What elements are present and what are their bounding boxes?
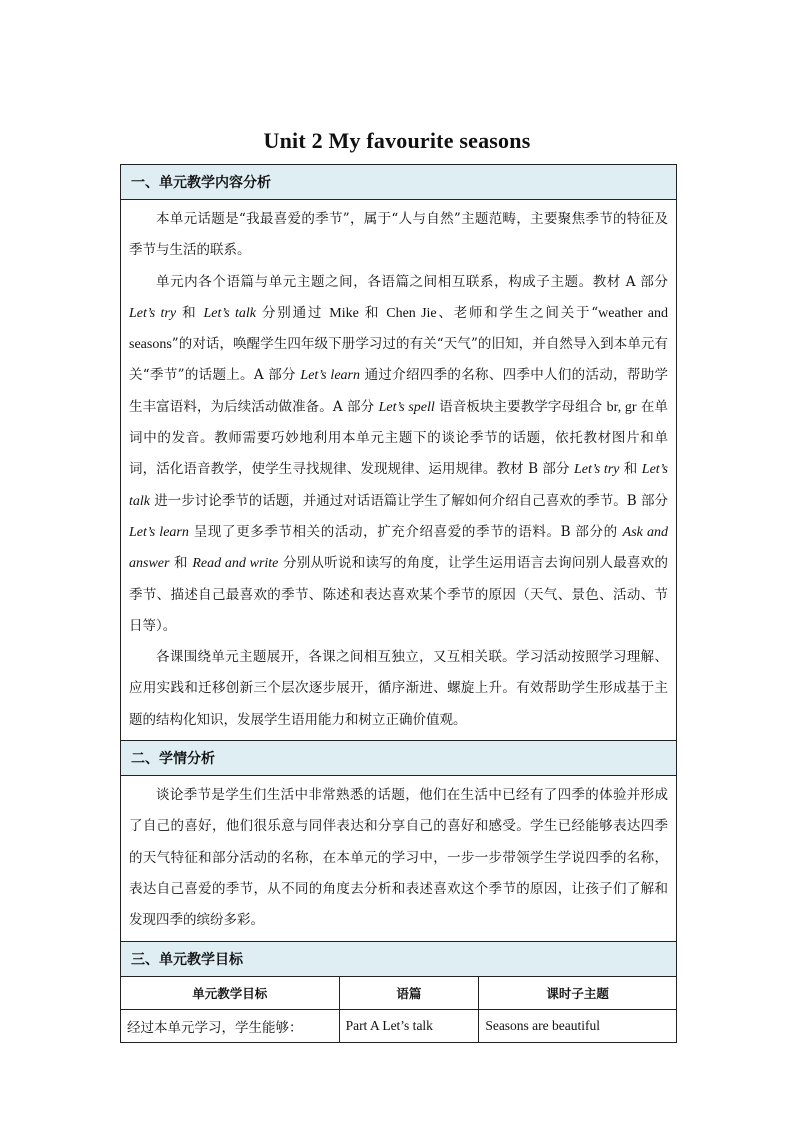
paragraph-text-run: br, gr (606, 399, 637, 415)
paragraph-text-run: weather and seasons (129, 305, 668, 353)
column-header-goals: 单元教学目标 (121, 976, 340, 1009)
paragraph-text-run: 在单词中的发音。教师需要巧妙地利用本单元主题下的谈论季节的话题，依托教材图片和单词，活化语音教学，使学生寻找规律、发现规律、运用规律。教材 B 部分 (129, 398, 668, 478)
content-analysis-paragraph-1: 本单元话题是“我最喜爱的季节”，属于“人与自然”主题范畴，主要聚焦季节的特征及季节与生活的联系。 (129, 211, 668, 259)
column-header-subtopic: 课时子主题 (479, 976, 677, 1009)
column-header-text: 语篇 (339, 976, 479, 1009)
page-title: Unit 2 My favourite seasons (263, 128, 531, 153)
paragraph-text-run: 和 (619, 461, 642, 478)
learner-analysis-paragraph: 谈论季节是学生们生活中非常熟悉的话题，他们在生活中已经有了四季的体验并形成了自己的喜好，他们很乐意与同伴表达和分享自己的喜好和感受。学生已经能够表达四季的天气特征和部分活动的名称，在本单元的学习中，一步一步带领学生学说四季的名称，表达自己喜爱的季节，从不同的角度去分析和表述喜欢这个季节的原因，让孩子们了解和发现四季的缤纷多彩。 (129, 787, 668, 929)
paragraph-text-run: 语音板块主要教学字母组合 (434, 398, 607, 415)
goals-cell: 经过本单元学习，学生能够： (121, 1009, 340, 1042)
paragraph-text-run: 呈现了更多季节相关的活动，扩充介绍喜爱的季节的语料。B 部分的 (188, 523, 623, 540)
unit-plan-table (120, 164, 677, 1043)
lesson-section-name: Read and write (192, 556, 279, 572)
paragraph-text-run: 通过介绍四季的名称、四季中人们的活动，帮助学生丰富语料，为后续活动做准备。A 部分 (129, 367, 669, 415)
lesson-section-name: Let’s talk (129, 462, 668, 509)
paragraph-text-run: Mike (329, 305, 359, 321)
paragraph-text-run: 分别从听说和读写的角度，让学生运用语言去询问别人最喜欢的季节、描述自己最喜欢的季节、陈述和表达喜欢某个季节的原因（天气、景色、活动、节日等）。 (129, 555, 669, 634)
lesson-section-name: Ask and answer (129, 524, 668, 572)
paragraph-text-run: Chen Jie (386, 305, 437, 321)
lesson-section-name: Let’s try (129, 305, 177, 321)
paragraph-text-run: 分别通过 (255, 304, 330, 321)
lesson-section-name: Let’s spell (378, 399, 435, 415)
section-heading-teaching-goals: 三、单元教学目标 (121, 941, 677, 976)
paragraph-text-run: 进一步讨论季节的话题，并通过对话语篇让学生了解如何介绍自己喜欢的季节。B 部分 (150, 492, 669, 509)
paragraph-text-run: 单元内各个语篇与单元主题之间，各语篇之间相互联系，构成子主题。教材 A 部分 (156, 273, 668, 290)
subtopic-cell: Seasons are beautiful (479, 1009, 677, 1042)
paragraph-text-run: ”的对话，唤醒学生四年级下册学习过的有关“天气”的旧知，并自然导入到本单元有关“季节”的话题上。A 部分 (129, 336, 668, 384)
section-heading-content-analysis: 一、单元教学内容分析 (121, 165, 677, 200)
section-heading-learner-analysis: 二、学情分析 (121, 741, 677, 776)
learner-analysis-body (121, 776, 677, 941)
content-analysis-body (121, 200, 677, 741)
paragraph-text-run: 和 (176, 304, 204, 321)
lesson-section-name: Let’s learn (129, 524, 189, 540)
content-analysis-paragraph-2 (129, 267, 668, 643)
paragraph-text-run: 和 (169, 555, 193, 572)
lesson-section-name: Let’s talk (203, 305, 256, 321)
text-cell: Part A Let’s talk (339, 1009, 479, 1042)
content-analysis-paragraph-3: 各课围绕单元主题展开，各课之间相互独立，又互相关联。学习活动按照学习理解、应用实践和迁移创新三个层次逐步展开，循序渐进、螺旋上升。有效帮助学生形成基于主题的结构化知识，发展学生语用能力和树立正确价值观。 (129, 649, 668, 728)
lesson-section-name: Let’s try (574, 462, 620, 478)
paragraph-text-run: 、老师和学生之间关于“ (436, 304, 599, 321)
lesson-section-name: Let’s learn (300, 368, 360, 384)
paragraph-text-run: 和 (358, 304, 387, 321)
